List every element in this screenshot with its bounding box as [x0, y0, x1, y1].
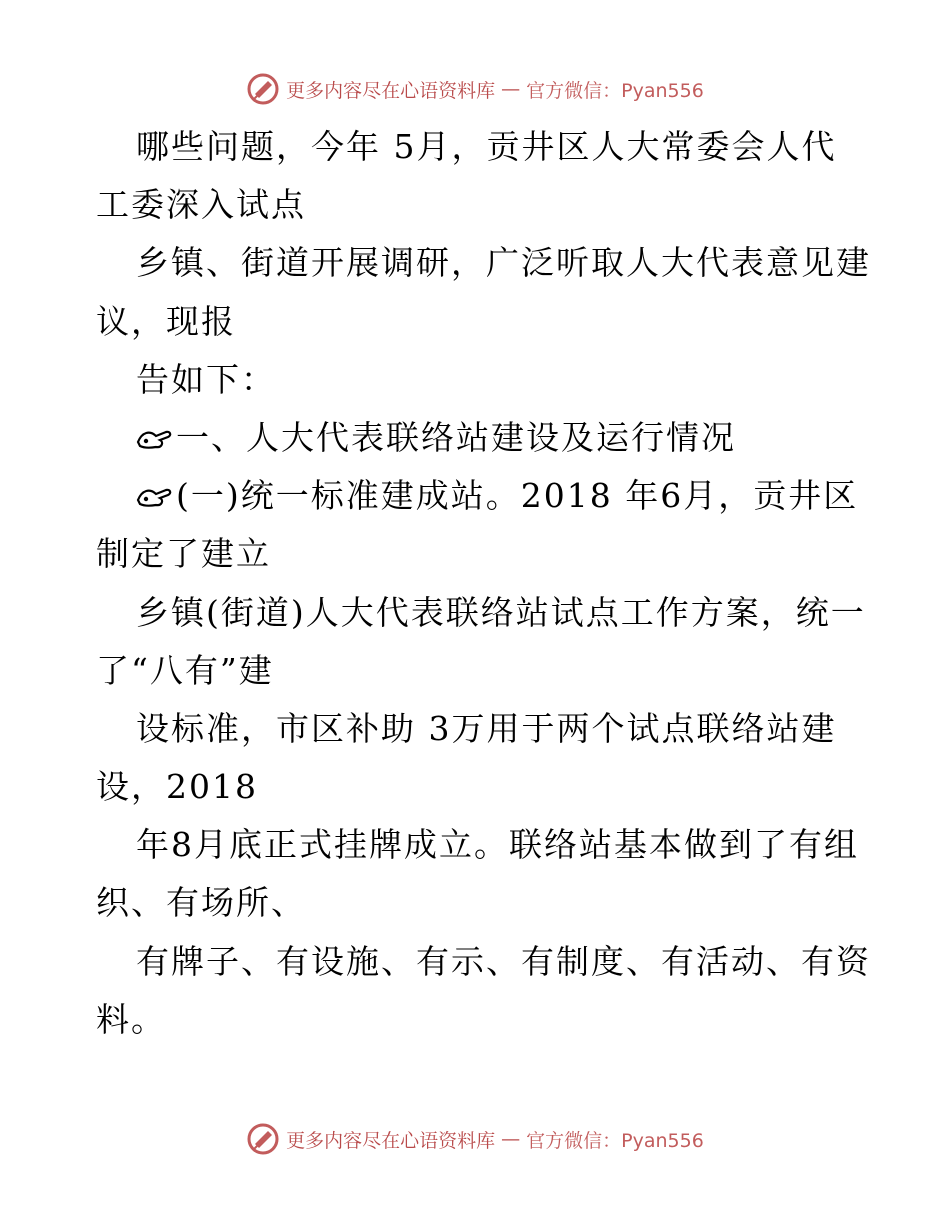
watermark-contact: 官方微信：Pyan556	[526, 1129, 704, 1152]
body-line-11: 设标准，市区补助 3万用于两个试点联络站建	[136, 708, 837, 748]
watermark-contact: 官方微信：Pyan556	[526, 79, 704, 102]
body-line-6: 一、人大代表联络站建设及运行情况	[176, 417, 736, 457]
body-line-9: 乡镇(街道)人大代表联络站试点工作方案，统一	[136, 592, 866, 632]
header-watermark	[0, 72, 950, 106]
logo-icon	[246, 72, 280, 106]
body-line-3: 乡镇、街道开展调研，广泛听取人大代表意见建	[136, 243, 871, 283]
body-line-16: 料。	[96, 999, 166, 1039]
watermark-separator: —	[501, 1128, 521, 1150]
body-line-13: 年8月底正式挂牌成立。联络站基本做到了有组	[136, 825, 859, 865]
body-line-1: 哪些问题，今年 5月，贡井区人大常委会人代	[136, 127, 837, 166]
footer-watermark	[0, 1122, 950, 1156]
watermark-separator: —	[501, 78, 521, 100]
body-line-7: (一)统一标准建成站。2018 年6月，贡井区	[176, 476, 859, 516]
subsection-heading-line	[96, 467, 896, 525]
document-body	[96, 118, 896, 1049]
body-line-4: 议，现报	[96, 301, 236, 341]
hand-pointer-icon	[136, 426, 174, 452]
body-line-10: 了“八有”建	[96, 650, 274, 690]
watermark-site-text: 更多内容尽在心语资料库	[286, 79, 496, 102]
logo-icon	[246, 1122, 280, 1156]
body-line-15: 有牌子、有设施、有示、有制度、有活动、有资	[136, 941, 871, 981]
body-line-14: 织、有场所、	[96, 883, 306, 923]
body-line-5: 告如下：	[136, 359, 276, 399]
watermark-site-text: 更多内容尽在心语资料库	[286, 1129, 496, 1152]
body-line-8: 制定了建立	[96, 534, 271, 574]
body-line-2: 工委深入试点	[96, 185, 306, 225]
section-heading-line	[96, 409, 896, 467]
body-line-12: 设，2018	[96, 767, 258, 807]
hand-pointer-icon	[136, 484, 174, 510]
